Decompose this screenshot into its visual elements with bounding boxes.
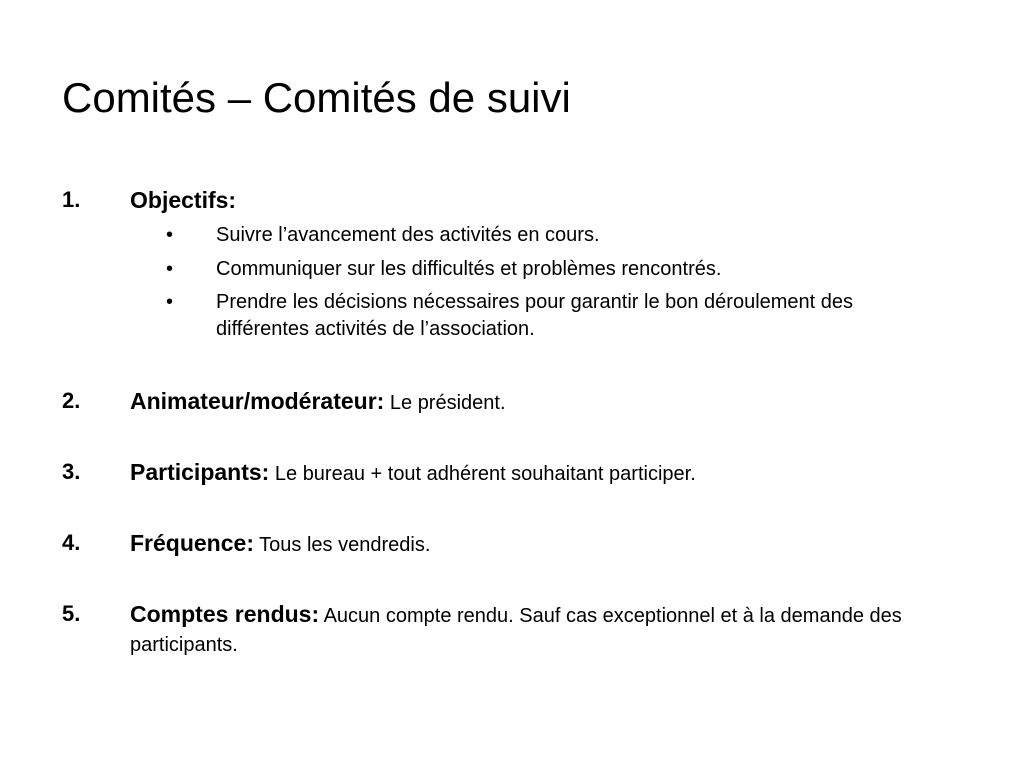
slide-title: Comités – Comités de suivi (62, 74, 571, 121)
bullet-icon: • (166, 224, 174, 246)
item-number: 1. (62, 187, 81, 212)
bullet-icon: • (166, 258, 174, 280)
item-label: Animateur/modérateur: (130, 388, 385, 414)
bullet-text: Communiquer sur les difficultés et problèmes rencontrés. (216, 258, 722, 280)
item-number: 3. (62, 459, 81, 484)
item-text: Tous les vendredis. (253, 534, 431, 556)
item-number: 2. (62, 388, 81, 413)
bullet-text: Prendre les décisions nécessaires pour garantir le bon déroulement des différentes activités de l’association. (216, 291, 854, 340)
item-text: Le bureau + tout adhérent souhaitant participer. (269, 463, 696, 485)
item-text: Aucun compte rendu. Sauf cas exceptionnel et à la demande des participants. (130, 605, 902, 656)
item-text: Le président. (384, 392, 506, 414)
item-label: Participants: (130, 459, 270, 485)
item-number: 4. (62, 530, 81, 555)
item-label: Objectifs: (130, 187, 237, 213)
bullet-icon: • (166, 291, 174, 313)
item-label: Comptes rendus: (130, 601, 320, 627)
item-number: 5. (62, 601, 81, 626)
bullet-text: Suivre l’avancement des activités en cours. (216, 224, 600, 246)
item-label: Fréquence: (130, 530, 254, 556)
